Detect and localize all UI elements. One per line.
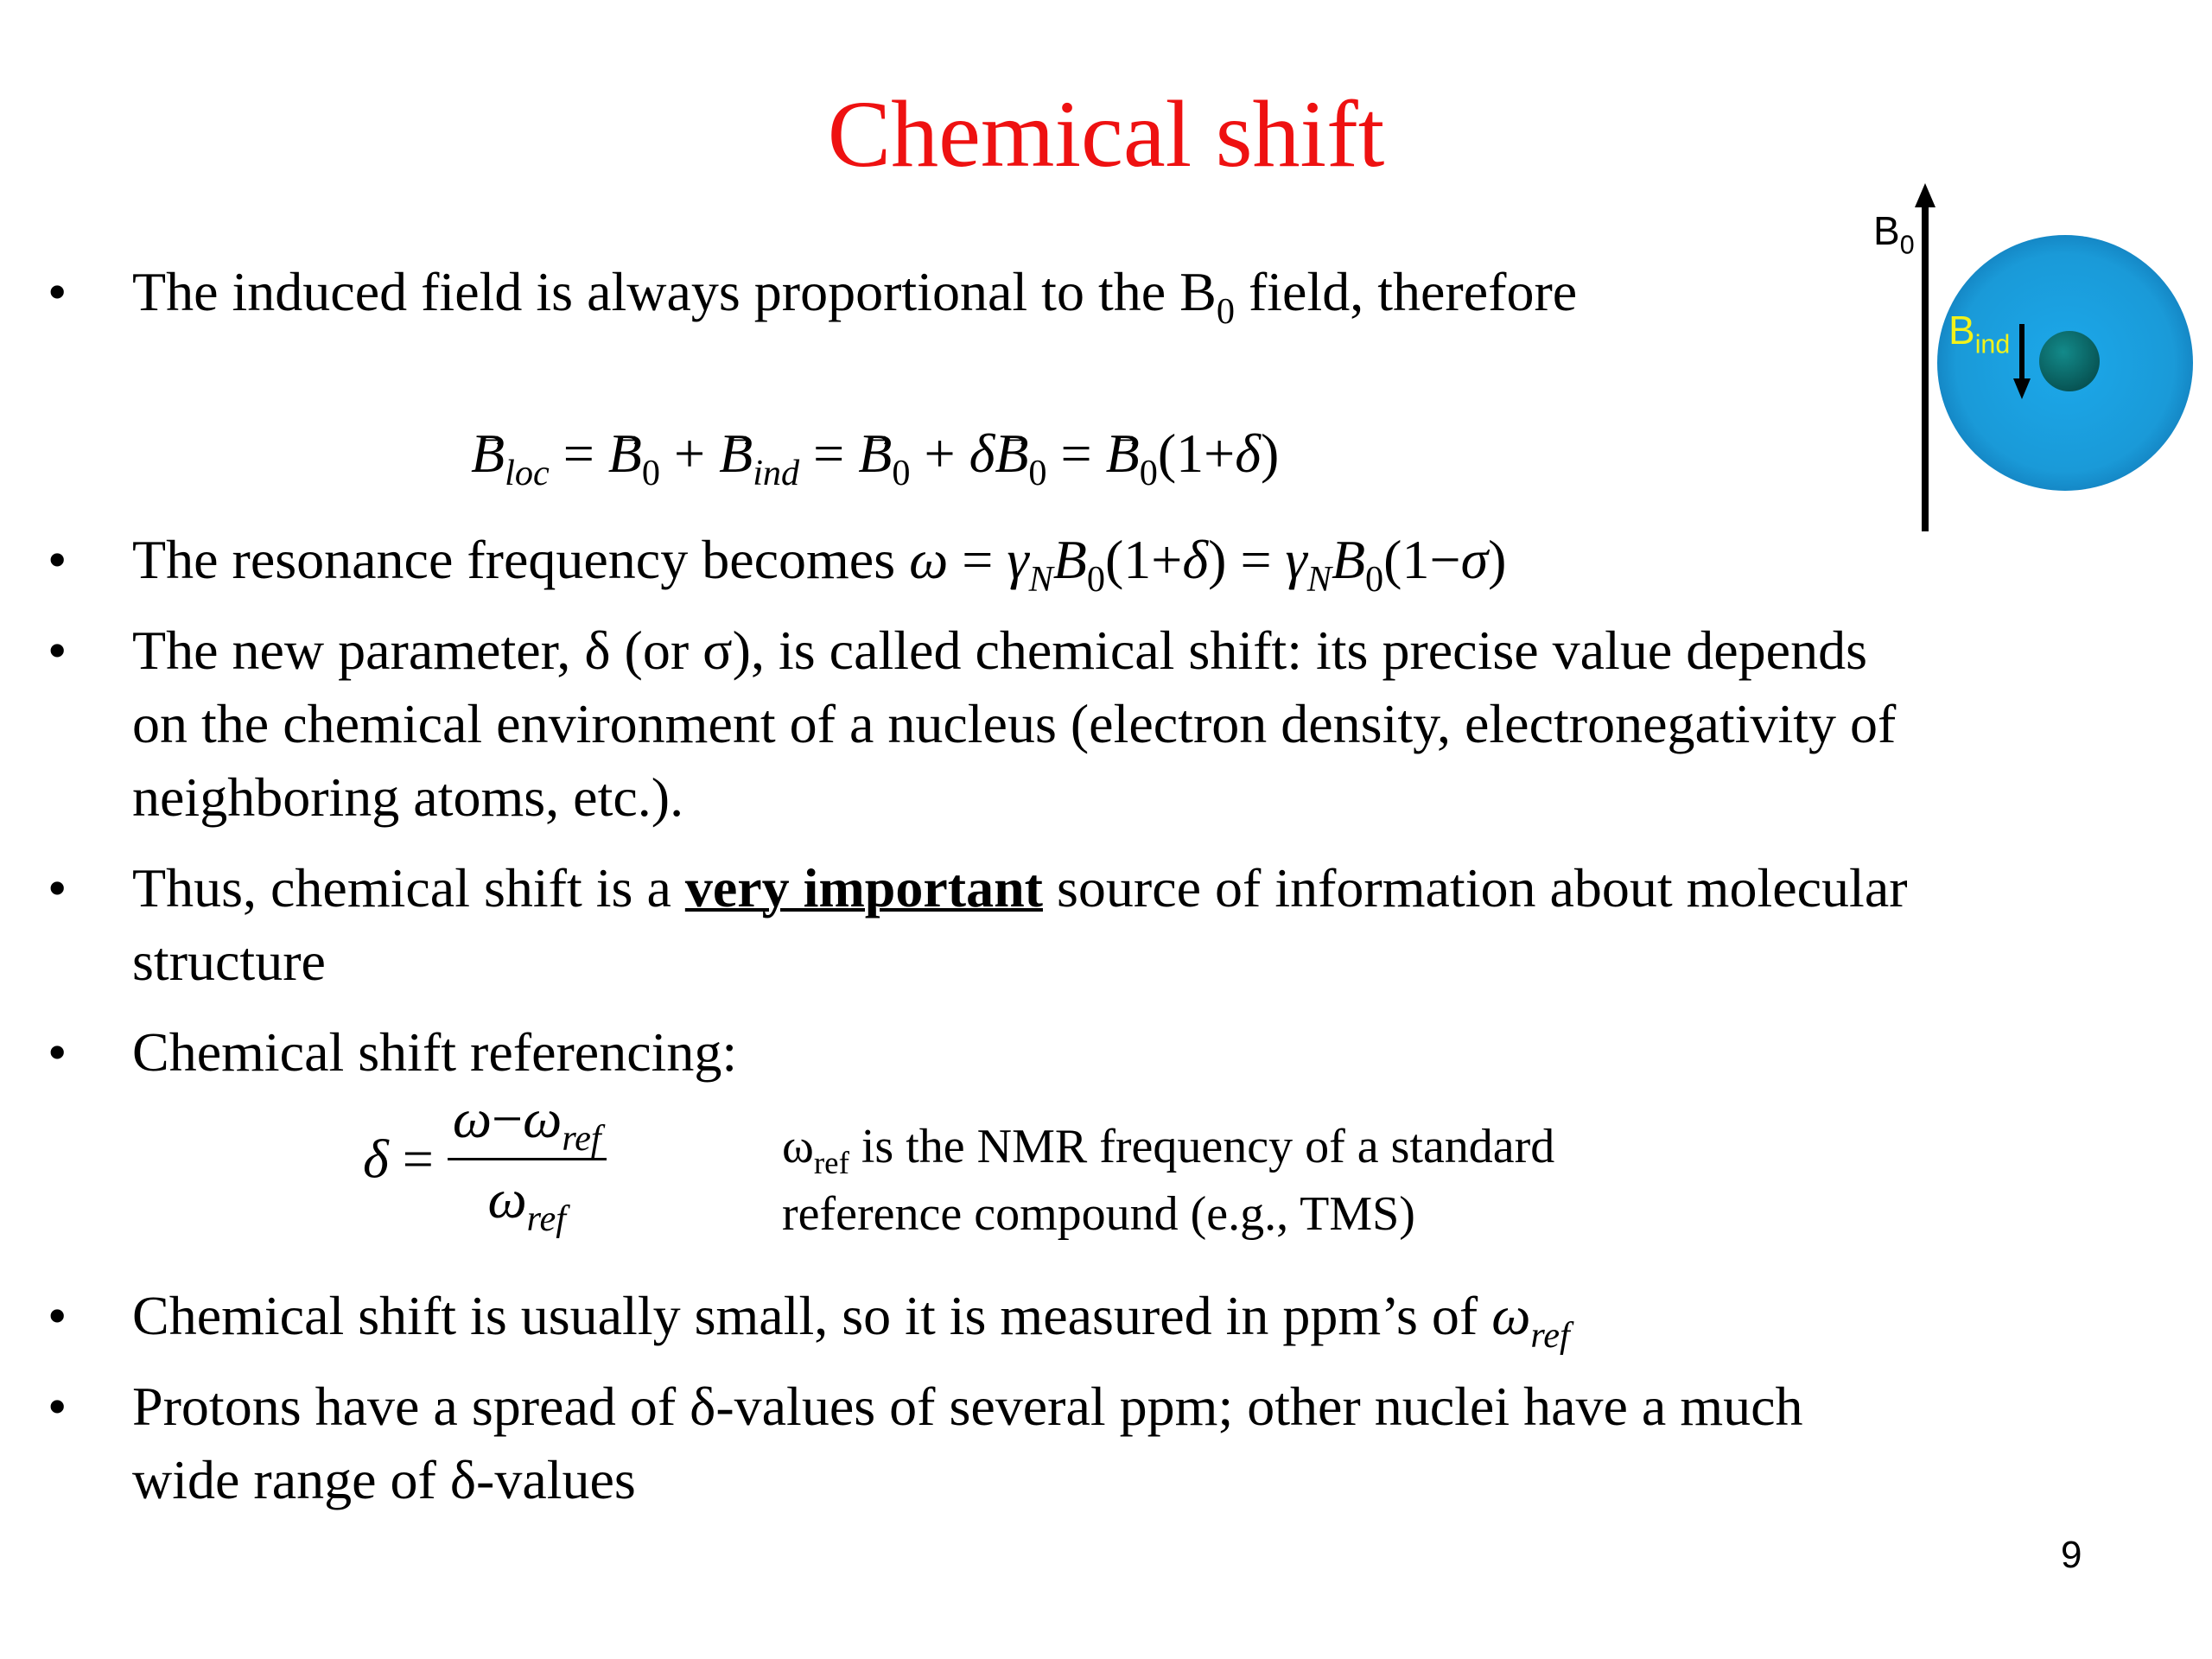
reference-formula xyxy=(363,1080,607,1238)
eq-sign-2: = xyxy=(813,423,845,484)
b0-label-sub: 0 xyxy=(1899,231,1915,260)
bullet-3-marker: • xyxy=(48,620,67,681)
bullet-4-before: Thus, chemical shift is a xyxy=(132,857,685,918)
eq-sign-1: = xyxy=(563,423,594,484)
emphasis-very-important: very important xyxy=(684,857,1043,918)
bullet-3-line-2: on the chemical environment of a nucleus (electron density, electronegativity of xyxy=(132,693,1897,754)
sub-0-5: 0 xyxy=(1086,558,1105,600)
omega-1: ω xyxy=(909,529,949,590)
bullet-7-line-2: wide range of δ-values xyxy=(132,1449,636,1510)
sigma-symbol: σ xyxy=(1460,529,1489,590)
omega-4: ω xyxy=(487,1168,527,1230)
delta-symbol-3: δ xyxy=(1182,529,1209,590)
bullet-2-text: The resonance frequency becomes $\omega = \gamma_NB_0(1+\delta) = \gamma_NB_0(1-\sigma)$ xyxy=(132,529,1507,600)
one-2: 1 xyxy=(1123,529,1152,590)
bullet-5-text: Chemical shift referencing: xyxy=(132,1021,738,1083)
bind-label xyxy=(1948,307,2011,359)
omega-2: ω xyxy=(452,1088,493,1149)
gamma-1: γ xyxy=(1007,529,1029,590)
fraction-numerator xyxy=(448,1080,607,1158)
sub-0-1: 0 xyxy=(641,452,661,493)
plus-sign-1: + xyxy=(674,423,706,484)
bullet-4-line-1 xyxy=(132,851,1908,925)
plus-sign-3: + xyxy=(1204,423,1236,484)
reference-note xyxy=(782,1113,1554,1248)
bullet-2-marker: • xyxy=(48,529,67,590)
sub-ref-1: ref xyxy=(562,1117,601,1159)
sub-N-2: N xyxy=(1306,558,1332,600)
sub-N-1: N xyxy=(1028,558,1053,600)
gamma-2: γ xyxy=(1285,529,1307,590)
bullet-4-line-2: structure xyxy=(132,931,326,992)
bullet-3-line-1: The new parameter, δ (or σ), is called chemical shift: its precise value depends xyxy=(132,620,1867,681)
bullet-6-main: Chemical shift is usually small, so it is measured in ppm’s of xyxy=(132,1285,1492,1346)
omega-3: ω xyxy=(523,1088,563,1149)
vec-b-loc: → B xyxy=(471,415,505,493)
sub-ref-2: ref xyxy=(526,1198,567,1239)
bind-label-sub: ind xyxy=(1974,330,2011,359)
bullet-6-marker: • xyxy=(48,1285,67,1346)
sub-0-2: 0 xyxy=(892,452,911,493)
eq-sign-4: = xyxy=(962,529,994,590)
bullet-1-main: The induced field is always proportional to the B xyxy=(132,261,1217,322)
sub-0-3: 0 xyxy=(1028,452,1047,493)
bullet-7-marker: • xyxy=(48,1376,67,1437)
minus-sign-2: − xyxy=(492,1088,524,1149)
bullet-1-after: field, therefore xyxy=(1234,261,1578,322)
reference-note-text-1: is the NMR frequency of a standard xyxy=(849,1120,1555,1173)
sub-0-6: 0 xyxy=(1365,558,1384,600)
b0-arrowhead-icon xyxy=(1915,183,1936,207)
sub-ind: ind xyxy=(753,452,800,493)
bullet-4-after: source of information about molecular xyxy=(1042,857,1908,918)
nucleus xyxy=(2039,331,2100,391)
eq-sign-5: = xyxy=(1240,529,1272,590)
bullet-1-marker: • xyxy=(48,261,67,322)
b-symbol-2: B xyxy=(1331,529,1366,590)
vec-b-ind: → B xyxy=(719,415,753,493)
vec-b0-3: → B xyxy=(995,415,1028,493)
eq-sign-3: = xyxy=(1060,423,1092,484)
omega-ref-note: ω xyxy=(782,1120,814,1173)
sub-ref-note: ref xyxy=(813,1144,849,1180)
vec-b0-4: → B xyxy=(1106,415,1140,493)
b-symbol-1: B xyxy=(1052,529,1087,590)
plus-sign-4: + xyxy=(1151,529,1183,590)
b0-label-main: B xyxy=(1873,208,1900,253)
bullet-1-sub: 0 xyxy=(1216,290,1235,332)
delta-symbol-2: δ xyxy=(1235,423,1262,484)
one-3: 1 xyxy=(1402,529,1430,590)
bullet-6-text xyxy=(132,1279,1570,1356)
slide-title: Chemical shift xyxy=(827,81,1385,187)
bind-label-main: B xyxy=(1948,308,1975,353)
minus-sign: − xyxy=(1429,529,1461,590)
bullet-2-main: The resonance frequency becomes xyxy=(132,529,910,590)
reference-note-line-2: reference compound (e.g., TMS) xyxy=(782,1187,1415,1241)
b0-label xyxy=(1873,207,1915,260)
sub-ref-3: ref xyxy=(1530,1314,1570,1356)
bullet-7-line-1: Protons have a spread of δ-values of several ppm; other nuclei have a much xyxy=(132,1376,1803,1437)
fraction-denominator xyxy=(448,1158,607,1238)
page-number: 9 xyxy=(2061,1534,2082,1576)
bullet-1-text xyxy=(132,255,1578,332)
local-field-equation: → $B_{loc}$ = → $B_0$ + → $B_{ind}$ = → $B_0 + \delta\to B_0$ = → $B_0(1+\delta)$ xyxy=(471,415,1279,493)
vec-b0-2: → B xyxy=(858,415,892,493)
vec-b0-1: → B xyxy=(608,415,642,493)
sub-0-4: 0 xyxy=(1139,452,1158,493)
bullet-4-marker: • xyxy=(48,857,67,918)
delta-symbol-4: δ xyxy=(363,1128,389,1190)
one-1: 1 xyxy=(1176,423,1205,484)
sub-loc: loc xyxy=(505,452,550,493)
bullet-3-line-3: neighboring atoms, etc.). xyxy=(132,766,684,828)
eq-sign-6: = xyxy=(402,1128,434,1190)
plus-sign-2: + xyxy=(924,423,956,484)
reference-note-line-1 xyxy=(782,1113,1554,1180)
omega-5: ω xyxy=(1491,1285,1531,1346)
delta-symbol-1: δ xyxy=(969,423,995,484)
fraction xyxy=(448,1080,607,1238)
bullet-5-marker: • xyxy=(48,1021,67,1083)
